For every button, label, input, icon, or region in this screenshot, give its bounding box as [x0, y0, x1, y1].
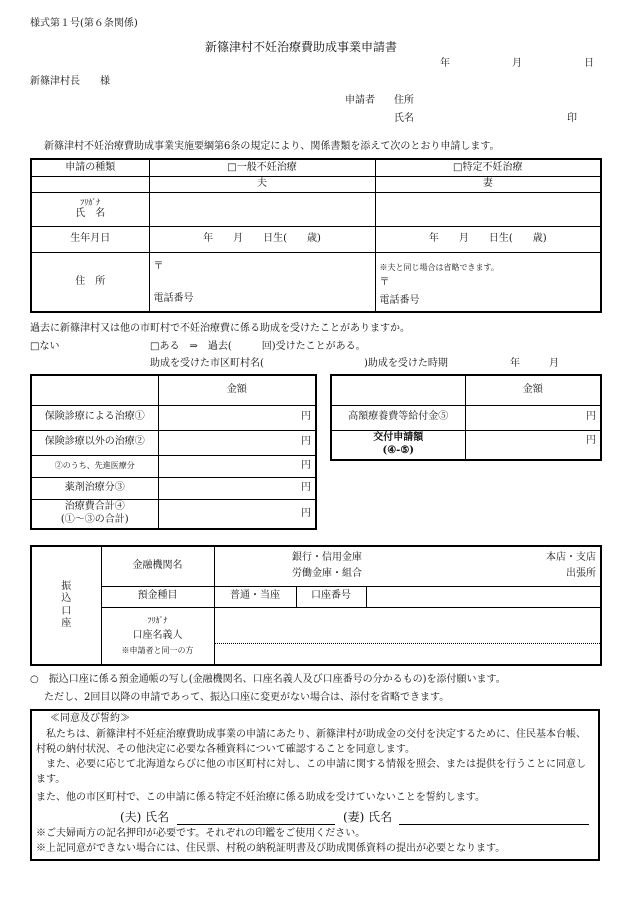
applicant-label: 申請者: [345, 95, 375, 106]
total-cost-sublabel: (①～③の合計): [60, 513, 129, 525]
branch-name-field[interactable]: [366, 546, 601, 586]
wife-signature-label: (妻) 氏名: [343, 810, 393, 824]
consent-paragraph-1: 私たちは、新篠津村不妊症治療費助成事業の申請にあたり、新篠津村が助成金の交付を決定するために、住民基本台帳、村税の納付状況、その他決定に必要な各種資料について確認することを同意します。: [36, 729, 586, 755]
amount-header: 金額: [158, 375, 316, 405]
bank-type-options-1: 銀行・信用金庫: [292, 551, 362, 563]
addressee: 新篠津村長 様: [30, 76, 110, 87]
past-year-label: 年: [510, 358, 520, 369]
account-holder-label: 口座名義人: [132, 629, 183, 641]
husband-phone-label: 電話番号: [153, 293, 194, 304]
consent-heading: ≪同意及び誓約≫: [50, 713, 130, 724]
account-number-field[interactable]: [366, 586, 601, 607]
insured-treatment-label: 保険診療による治療①: [31, 405, 158, 430]
consent-note-2: ※上記同意ができない場合には、住民票、村税の納税証明書及び助成関係資料の提出が必要となります。: [36, 843, 506, 854]
husband-name-field[interactable]: [149, 192, 375, 226]
treatment-cost-table: [30, 374, 317, 530]
seal-mark: 印: [567, 113, 577, 124]
uninsured-treatment-amount[interactable]: 円: [158, 430, 316, 455]
type-specific-checkbox[interactable]: □特定不妊治療: [375, 159, 601, 176]
intro-text: 新篠津村不妊治療費助成事業実施要綱第6条の規定により、関係書類を添えて次のとおり申請します。: [44, 141, 500, 152]
wife-name-field[interactable]: [375, 192, 601, 226]
total-cost-amount[interactable]: 円: [158, 499, 316, 529]
branch-options-2: 出張所: [566, 568, 596, 580]
uninsured-treatment-label: 保険診療以外の治療②: [31, 430, 158, 455]
requested-amount-label: 交付申請額: [373, 432, 424, 444]
wife-address-field[interactable]: [375, 252, 601, 312]
past-yes-checkbox[interactable]: □ある ⇒ 過去( 回)受けたことがある。: [150, 341, 366, 352]
institution-name-field[interactable]: [214, 546, 366, 586]
page-title: 新篠津村不妊治療費助成事業申請書: [205, 40, 398, 54]
branch-options-1: 本店・支店: [546, 551, 596, 563]
wife-column-header: 妻: [375, 176, 601, 192]
husband-column-header: 夫: [149, 176, 375, 192]
bank-side-label: 振込口座: [31, 546, 101, 665]
drug-treatment-label: 薬剤治療分③: [31, 477, 158, 499]
advanced-medical-label: ②のうち、先進医療分: [31, 455, 158, 477]
wife-birthdate-field[interactable]: 年 月 日生( 歳): [375, 226, 601, 252]
attachment-note: ○ 振込口座に係る預金通帳の写し(金融機関名、口座名義人及び口座番号の分かるもの)を添付願います。: [30, 674, 506, 685]
consent-paragraph-2: また、必要に応じて北海道ならびに他の市区町村に対し、この申請に関する情報を照会、または提供を行うことに同意します。: [36, 759, 586, 785]
requested-amount-sublabel: (④-⑤): [382, 444, 415, 456]
drug-treatment-amount[interactable]: 円: [158, 477, 316, 499]
past-municipality-label: 助成を受けた市区町村名(: [150, 358, 264, 369]
total-cost-label: 治療費合計④: [64, 501, 125, 513]
applicant-name-label: 氏名: [394, 113, 414, 124]
birthdate-label: 生年月日: [31, 226, 149, 252]
grant-amount-table: [330, 374, 602, 461]
past-period-label: )助成を受けた時期: [364, 358, 448, 369]
wife-postal-mark: 〒: [379, 276, 390, 288]
bank-account-table: [30, 545, 602, 666]
holder-furigana-field[interactable]: [215, 627, 601, 644]
deposit-type-label: 預金種目: [101, 586, 214, 607]
deposit-type-options[interactable]: 普通・当座: [214, 586, 296, 607]
husband-address-field[interactable]: [149, 252, 375, 312]
grant-amount-header: 金額: [465, 375, 601, 405]
husband-signature-label: (夫) 氏名: [120, 810, 170, 824]
consent-note-1: ※ご夫婦両方の記名押印が必要です。それぞれの印鑑をご使用ください。: [36, 828, 366, 839]
past-subsidy-question: 過去に新篠津村又は他の市町村で不妊治療費に係る助成を受けたことがありますか。: [30, 323, 410, 334]
date-month: 月: [512, 58, 522, 69]
type-general-checkbox[interactable]: □一般不妊治療: [149, 159, 375, 176]
holder-furigana-label: ﾌﾘｶﾞﾅ: [147, 615, 168, 625]
furigana-label: ﾌﾘｶﾞﾅ: [80, 197, 101, 207]
account-holder-field[interactable]: [214, 607, 601, 665]
bank-type-options-2: 労働金庫・組合: [292, 568, 362, 580]
name-label: 氏 名: [75, 207, 106, 219]
insured-treatment-amount[interactable]: 円: [158, 405, 316, 430]
husband-birthdate-field[interactable]: 年 月 日生( 歳): [149, 226, 375, 252]
past-month-label: 月: [549, 358, 559, 369]
attachment-note-exception: ただし、2回目以降の申請であって、振込口座に変更がない場合は、添付を省略できます。: [44, 692, 450, 703]
application-table: [30, 158, 602, 313]
wife-signature-line[interactable]: [399, 824, 589, 825]
address-label: 住 所: [31, 252, 149, 312]
form-number: 様式第１号(第６条関係): [30, 18, 138, 29]
account-holder-note: ※申請者と同一の方: [121, 646, 194, 655]
date-day: 日: [584, 58, 594, 69]
husband-signature-line[interactable]: [177, 824, 335, 825]
advanced-medical-amount[interactable]: 円: [158, 455, 316, 477]
institution-label: 金融機関名: [101, 546, 214, 586]
applicant-address-label: 住所: [394, 95, 414, 106]
husband-postal-mark: 〒: [153, 260, 164, 272]
wife-phone-label: 電話番号: [379, 295, 420, 306]
high-cost-benefit-amount[interactable]: 円: [465, 405, 601, 430]
requested-amount-value[interactable]: 円: [465, 430, 601, 460]
date-year: 年: [440, 58, 450, 69]
application-type-label: 申請の種類: [31, 159, 149, 176]
consent-box: [30, 709, 600, 861]
wife-address-note: ※夫と同じ場合は省略できます。: [379, 262, 499, 272]
high-cost-benefit-label: 高額療養費等給付金⑤: [331, 405, 465, 430]
past-no-checkbox[interactable]: □ない: [30, 341, 60, 352]
consent-pledge: また、他の市区町村で、この申請に係る特定不妊治療に係る助成を受けていないことを誓約します。: [36, 792, 485, 803]
account-number-label: 口座番号: [296, 586, 366, 607]
